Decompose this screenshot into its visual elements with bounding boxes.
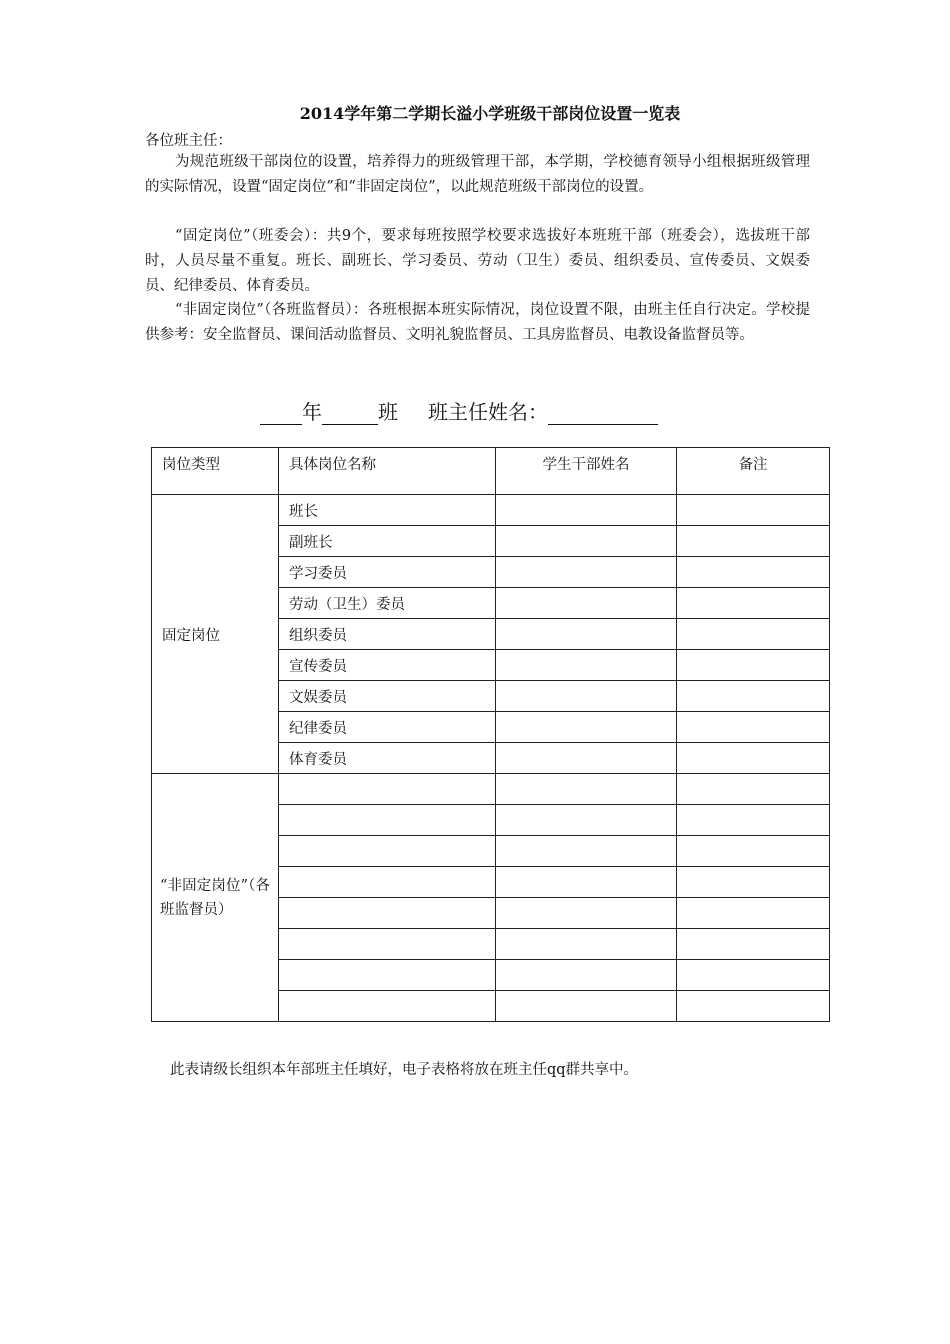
student-name-cell[interactable]: [496, 681, 677, 712]
year-blank[interactable]: [260, 400, 302, 425]
student-name-cell[interactable]: [496, 867, 677, 898]
position-name-cell: 班长: [279, 495, 496, 526]
remarks-cell[interactable]: [677, 681, 830, 712]
student-name-cell[interactable]: [496, 495, 677, 526]
year-label: 年: [302, 400, 322, 424]
remarks-cell[interactable]: [677, 929, 830, 960]
remarks-cell[interactable]: [677, 991, 830, 1022]
student-name-cell[interactable]: [496, 836, 677, 867]
remarks-cell[interactable]: [677, 960, 830, 991]
student-name-cell[interactable]: [496, 619, 677, 650]
header-type: 岗位类型: [152, 448, 279, 495]
position-name-cell: 文娱委员: [279, 681, 496, 712]
position-name-cell: 宣传委员: [279, 650, 496, 681]
class-label: 班: [378, 400, 398, 424]
position-name-cell[interactable]: [279, 867, 496, 898]
table-header-row: [152, 448, 830, 495]
remarks-cell[interactable]: [677, 774, 830, 805]
teacher-name-blank[interactable]: [548, 400, 658, 425]
footer-note: 此表请级长组织本年部班主任填好，电子表格将放在班主任qq群共享中。: [170, 1062, 639, 1078]
student-name-cell[interactable]: [496, 991, 677, 1022]
fixed-positions-paragraph: “固定岗位”（班委会）：共9个，要求每班按照学校要求选拔好本班班干部（班委会），选拔班干部时，人员尽量不重复。班长、副班长、学习委员、劳动（卫生）委员、组织委员、宣传委员、文娱委员、纪律委员、体育委员。: [145, 228, 810, 294]
header-remarks: 备注: [677, 448, 830, 495]
remarks-cell[interactable]: [677, 898, 830, 929]
student-name-cell[interactable]: [496, 929, 677, 960]
class-blank[interactable]: [322, 400, 378, 425]
teacher-name-label: 班主任姓名：: [428, 400, 548, 424]
page-title: 2014学年第二学期长溢小学班级干部岗位设置一览表: [299, 104, 681, 123]
position-name-cell[interactable]: [279, 991, 496, 1022]
class-info-line: [260, 396, 658, 425]
table-row: [152, 774, 830, 805]
student-name-cell[interactable]: [496, 960, 677, 991]
table-row: [152, 495, 830, 526]
student-name-cell[interactable]: [496, 588, 677, 619]
position-name-cell[interactable]: [279, 960, 496, 991]
position-name-cell: 副班长: [279, 526, 496, 557]
remarks-cell[interactable]: [677, 557, 830, 588]
student-name-cell[interactable]: [496, 650, 677, 681]
position-name-cell: 组织委员: [279, 619, 496, 650]
position-name-cell[interactable]: [279, 836, 496, 867]
nonfixed-positions-paragraph: “非固定岗位”（各班监督员）：各班根据本班实际情况，岗位设置不限，由班主任自行决定。学校提供参考：安全监督员、课间活动监督员、文明礼貌监督员、工具房监督员、电教设备监督员等。: [145, 302, 810, 343]
remarks-cell[interactable]: [677, 743, 830, 774]
intro-paragraph: 为规范班级干部岗位的设置，培养得力的班级管理干部，本学期，学校德育领导小组根据班级管理的实际情况，设置“固定岗位”和“非固定岗位”，以此规范班级干部岗位的设置。: [145, 154, 810, 195]
position-name-cell: 纪律委员: [279, 712, 496, 743]
student-name-cell[interactable]: [496, 743, 677, 774]
remarks-cell[interactable]: [677, 650, 830, 681]
student-name-cell[interactable]: [496, 557, 677, 588]
position-name-cell: 劳动（卫生）委员: [279, 588, 496, 619]
remarks-cell[interactable]: [677, 526, 830, 557]
position-name-cell: 体育委员: [279, 743, 496, 774]
remarks-cell[interactable]: [677, 836, 830, 867]
category-fixed: 固定岗位: [152, 495, 279, 774]
student-name-cell[interactable]: [496, 526, 677, 557]
position-name-cell[interactable]: [279, 898, 496, 929]
position-name-cell: 学习委员: [279, 557, 496, 588]
student-name-cell[interactable]: [496, 712, 677, 743]
remarks-cell[interactable]: [677, 867, 830, 898]
position-name-cell[interactable]: [279, 805, 496, 836]
position-name-cell[interactable]: [279, 774, 496, 805]
student-name-cell[interactable]: [496, 805, 677, 836]
remarks-cell[interactable]: [677, 495, 830, 526]
position-name-cell[interactable]: [279, 929, 496, 960]
student-name-cell[interactable]: [496, 898, 677, 929]
remarks-cell[interactable]: [677, 805, 830, 836]
salutation: 各位班主任：: [145, 133, 232, 149]
positions-table: [151, 447, 830, 1022]
student-name-cell[interactable]: [496, 774, 677, 805]
remarks-cell[interactable]: [677, 619, 830, 650]
header-student-name: 学生干部姓名: [496, 448, 677, 495]
remarks-cell[interactable]: [677, 588, 830, 619]
category-nonfixed: “非固定岗位”（各班监督员）: [152, 774, 279, 1022]
header-position-name: 具体岗位名称: [279, 448, 496, 495]
remarks-cell[interactable]: [677, 712, 830, 743]
